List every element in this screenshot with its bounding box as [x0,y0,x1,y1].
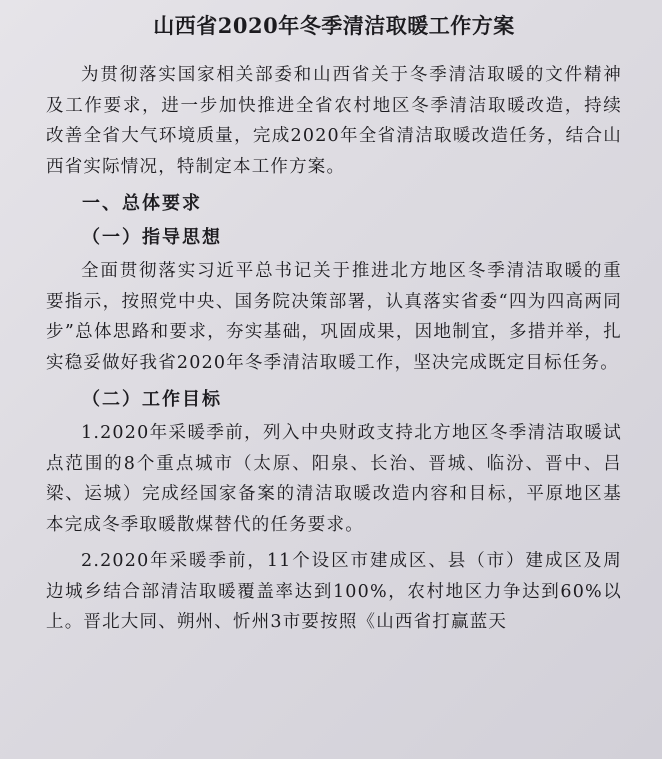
section-heading-general-requirements: 一、总体要求 [82,193,202,214]
guiding-ideology-paragraph: 全面贯彻落实习近平总书记关于推进北方地区冬季清洁取暖的重要指示，按照党中央、国务院决策部署，认真落实省委“四为四高两同步”总体思路和要求，夯实基础，巩固成果，因地制宜，多措并举，扎实稳妥做好我省2020年冬季清洁取暖工作，坚决完成既定目标任务。 [46,261,622,373]
subsection-heading-guiding-ideology: （一）指导思想 [82,227,222,248]
goal-paragraph-1: 1.2020年采暖季前，列入中央财政支持北方地区冬季清洁取暖试点范围的8个重点城市（太原、阳泉、长治、晋城、临汾、晋中、吕梁、运城）完成经国家备案的清洁取暖改造内容和目标，平原地区基本完成冬季取暖散煤替代的任务要求。 [46,423,622,535]
subsection-heading-work-goals: （二）工作目标 [82,389,222,410]
goal-paragraph-2: 2.2020年采暖季前，11个设区市建成区、县（市）建成区及周边城乡结合部清洁取暖覆盖率达到100%，农村地区力争达到60%以上。晋北大同、朔州、忻州3市要按照《山西省打赢蓝天 [46,551,622,632]
intro-paragraph: 为贯彻落实国家相关部委和山西省关于冬季清洁取暖的文件精神及工作要求，进一步加快推进全省农村地区冬季清洁取暖改造，持续改善全省大气环境质量，完成2020年全省清洁取暖改造任务，结合山西省实际情况，特制定本工作方案。 [46,65,622,177]
document-title: 山西省2020年冬季清洁取暖工作方案 [153,13,515,38]
